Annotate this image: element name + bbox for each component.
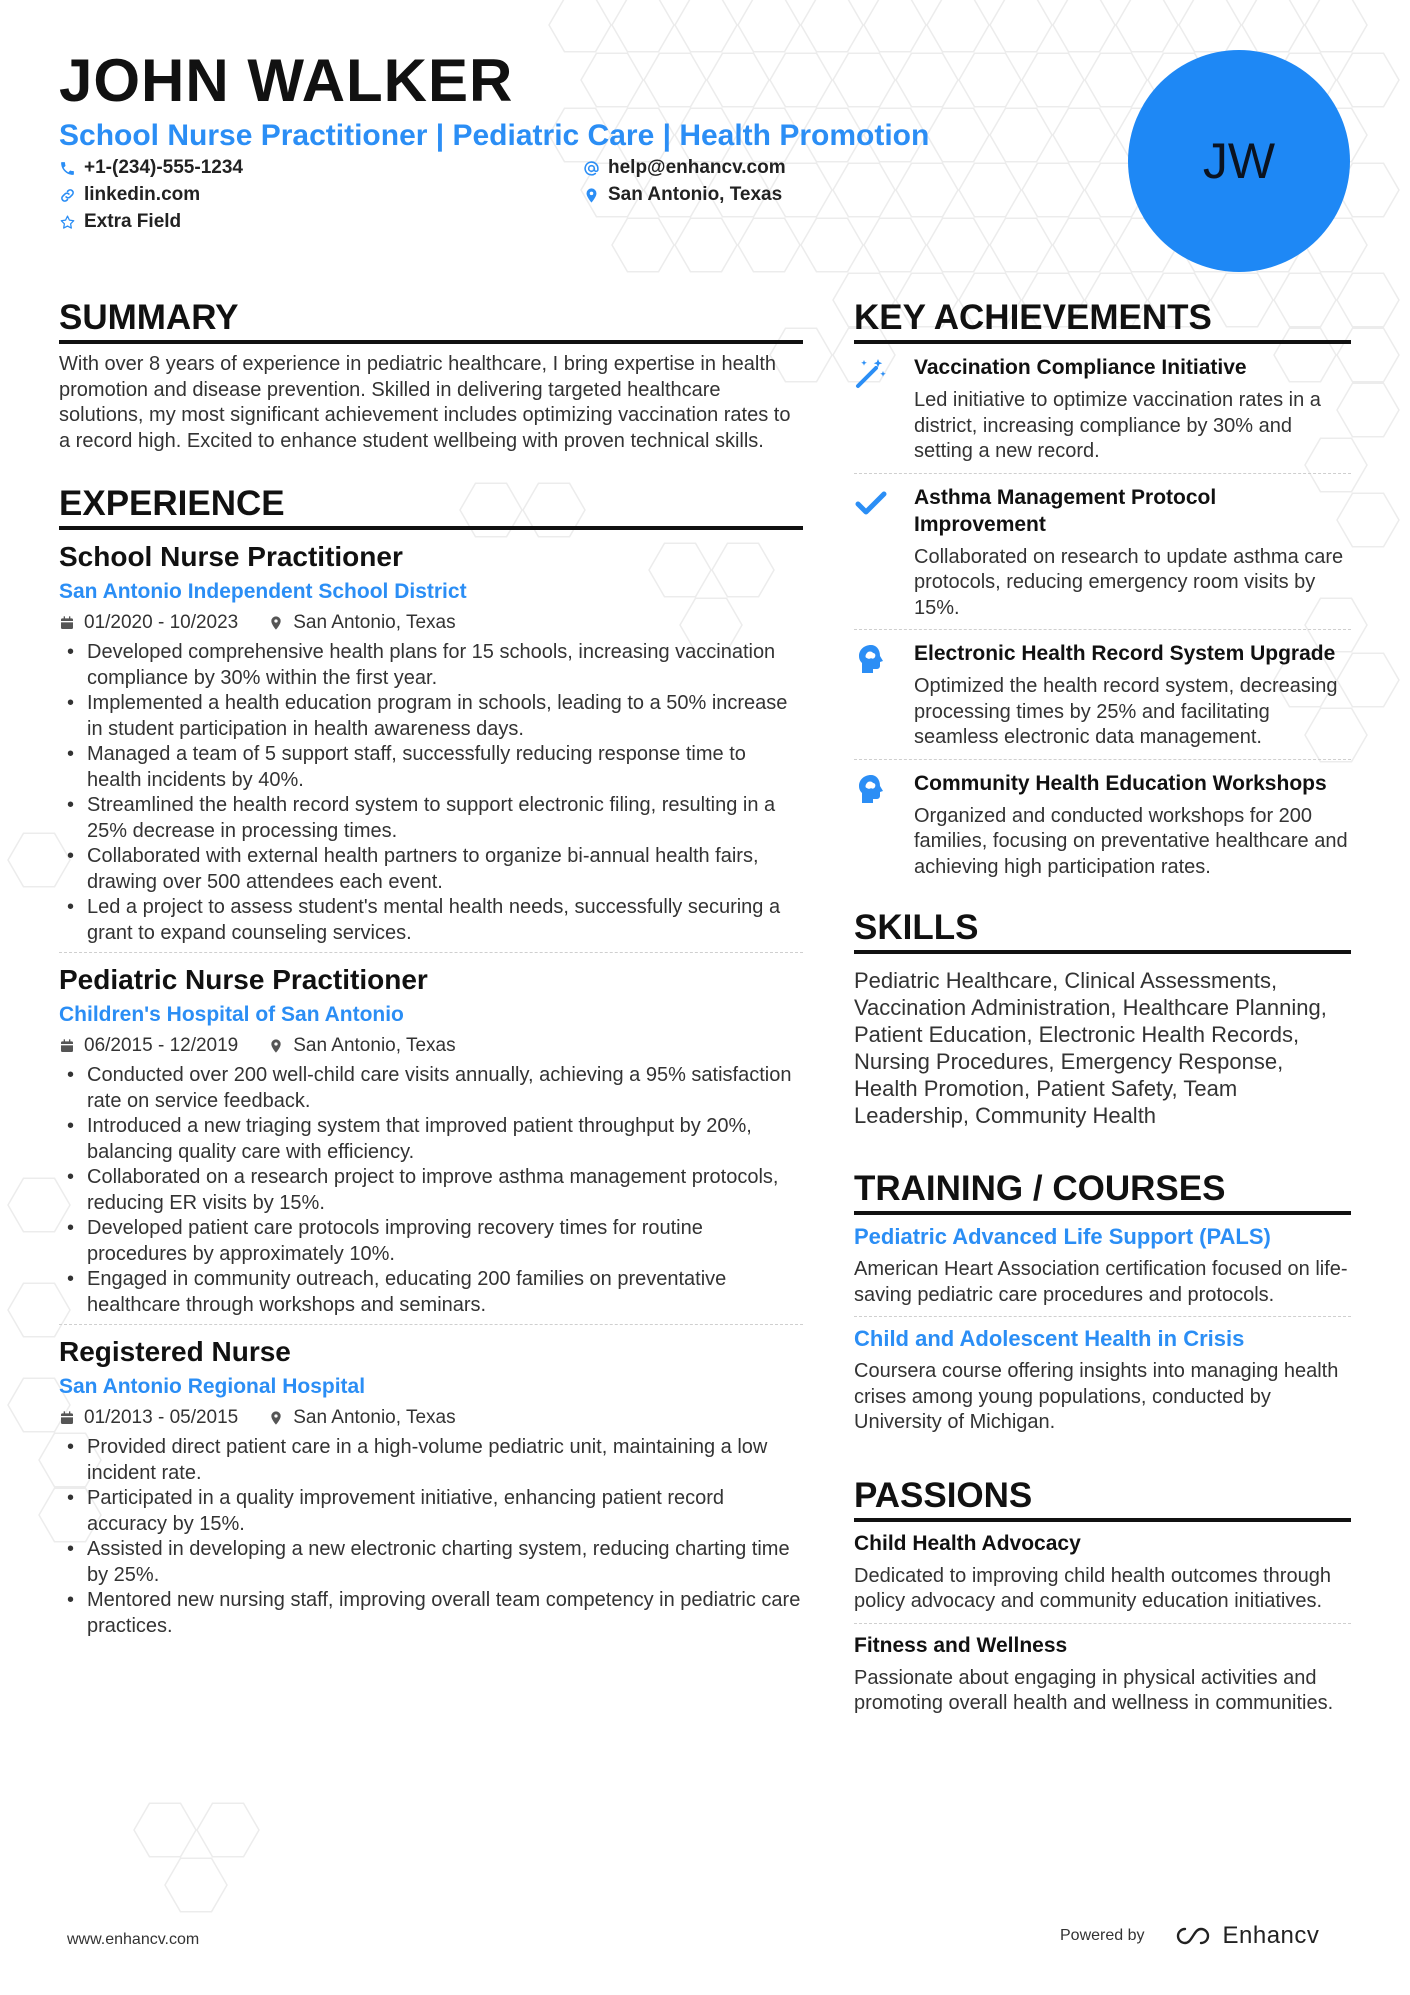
location-text: San Antonio, Texas (608, 184, 783, 205)
achievement-body (914, 640, 1351, 751)
skills-text: Pediatric Healthcare, Clinical Assessments, Vaccination Administration, Healthcare Planning, Patient Education, Electronic Health Records, Nursing Procedures, Emergency Response, Health Promotion, Patient Safety, Team Leadership, Community Health (854, 968, 1327, 1128)
achievement-icon-wrap (854, 770, 914, 881)
contact-location (583, 183, 782, 207)
experience-item (59, 1335, 803, 1639)
map-pin-icon (583, 187, 600, 204)
job-bullet: • Assisted in developing a new electronic charting system, reducing charting time by 25%. (59, 1537, 803, 1588)
job-meta (59, 1033, 803, 1059)
experience-heading: EXPERIENCE (59, 484, 803, 530)
job-dates (59, 1033, 238, 1059)
passions-list (854, 1522, 1351, 1717)
summary-heading: SUMMARY (59, 298, 803, 344)
job-title: Registered Nurse (59, 1336, 291, 1367)
job-bullets (59, 1063, 803, 1318)
linkedin-text: linkedin.com (84, 184, 201, 205)
achievement-item (854, 344, 1351, 473)
achievement-title: Asthma Management Protocol Improvement (914, 485, 1217, 536)
achievement-desc: Optimized the health record system, decreasing processing times by 25% and facilitating seamless electronic data management. (914, 675, 1338, 748)
candidate-name: JOHN WALKER (59, 47, 514, 114)
achievement-body (914, 484, 1351, 622)
passion-desc: Dedicated to improving child health outcomes through policy advocacy and community education initiatives. (854, 1564, 1331, 1612)
divider (59, 1324, 803, 1325)
contact-extra (59, 210, 181, 234)
achievements-heading: KEY ACHIEVEMENTS (854, 298, 1351, 344)
avatar-initials: JW (1202, 133, 1276, 189)
achievement-title: Vaccination Compliance Initiative (914, 356, 1247, 379)
achievement-title: Community Health Education Workshops (914, 771, 1327, 795)
training-heading: TRAINING / COURSES (854, 1169, 1351, 1215)
achievement-icon-wrap (854, 354, 914, 465)
calendar-icon (59, 615, 75, 631)
phone-icon (59, 160, 76, 177)
calendar-icon (59, 1038, 75, 1054)
powered-by-text: Powered by (1060, 1927, 1145, 1944)
achievement-icon-wrap (854, 640, 914, 751)
experience-item (59, 540, 803, 946)
job-bullet: • Led a project to assess student's mental health needs, successfully securing a grant to expand counseling services. (59, 895, 803, 946)
map-pin-icon (268, 1038, 284, 1054)
job-title: Pediatric Nurse Practitioner (59, 964, 428, 995)
course-desc: American Heart Association certification focused on life-saving pediatric care procedures and protocols. (854, 1258, 1348, 1306)
brand-name: Enhancv (1222, 1922, 1320, 1949)
achievement-desc: Collaborated on research to update asthma care protocols, reducing emergency room visits by 15%. (914, 545, 1344, 619)
magic-wand-icon (854, 356, 888, 390)
passion-item (854, 1623, 1351, 1717)
achievement-title: Electronic Health Record System Upgrade (914, 642, 1336, 665)
contact-linkedin[interactable] (59, 183, 200, 207)
avatar (1128, 50, 1350, 272)
job-bullet: • Engaged in community outreach, educating 200 families on preventative healthcare through workshops and seminars. (59, 1267, 803, 1318)
achievement-item (854, 473, 1351, 630)
company-name: Children's Hospital of San Antonio (59, 1003, 404, 1026)
contact-email[interactable] (583, 156, 786, 180)
job-location-text: San Antonio, Texas (293, 1035, 456, 1056)
passion-title: Fitness and Wellness (854, 1633, 1068, 1657)
achievement-desc: Organized and conducted workshops for 200 families, focusing on preventative healthcare and achieving high participation rates. (914, 804, 1348, 878)
job-bullet: • Collaborated with external health partners to organize bi-annual health fairs, drawing over 500 attendees each event. (59, 844, 803, 895)
achievement-item (854, 759, 1351, 889)
course-item (854, 1316, 1351, 1436)
link-icon (59, 187, 76, 204)
extra-field-text: Extra Field (84, 211, 182, 232)
checkmark-icon (854, 486, 888, 520)
right-column (854, 298, 1351, 1717)
experience-list (59, 540, 803, 1639)
job-meta (59, 1405, 803, 1431)
job-meta (59, 610, 803, 636)
job-dates-text: 01/2020 - 10/2023 (84, 612, 239, 633)
job-dates-text: 06/2015 - 12/2019 (84, 1035, 239, 1056)
job-dates-text: 01/2013 - 05/2015 (84, 1407, 239, 1428)
achievements-list (854, 344, 1351, 888)
job-bullet: • Developed comprehensive health plans for 15 schools, increasing vaccination compliance by 30% within the first year. (59, 640, 803, 691)
head-brain-icon (854, 772, 888, 806)
job-location-text: San Antonio, Texas (293, 1407, 456, 1428)
training-list (854, 1215, 1351, 1436)
job-location (268, 1405, 455, 1431)
map-pin-icon (268, 615, 284, 631)
course-title[interactable]: Child and Adolescent Health in Crisis (854, 1326, 1245, 1351)
course-title[interactable]: Pediatric Advanced Life Support (PALS) (854, 1224, 1271, 1249)
job-bullets (59, 1435, 803, 1639)
at-sign-icon (583, 160, 600, 177)
phone-text: +1-(234)-555-1234 (84, 157, 243, 178)
job-dates (59, 610, 238, 636)
job-location (268, 610, 455, 636)
course-desc: Coursera course offering insights into managing health crises among young populations, conducted by University of Michigan. (854, 1360, 1339, 1433)
job-dates (59, 1405, 238, 1431)
company-name: San Antonio Regional Hospital (59, 1375, 366, 1398)
achievement-desc: Led initiative to optimize vaccination rates in a district, increasing compliance by 30% and setting a new record. (914, 389, 1321, 462)
contact-phone[interactable] (59, 156, 243, 180)
job-bullet: • Streamlined the health record system to support electronic filing, resulting in a 25% decrease in processing times. (59, 793, 803, 844)
head-brain-icon (854, 642, 888, 676)
achievement-item (854, 629, 1351, 759)
job-bullet: • Developed patient care protocols improving recovery times for routine procedures by approximately 10%. (59, 1216, 803, 1267)
footer-website[interactable]: www.enhancv.com (67, 1931, 200, 1948)
job-location-text: San Antonio, Texas (293, 612, 456, 633)
company-name: San Antonio Independent School District (59, 580, 467, 603)
job-bullet: • Implemented a health education program in schools, leading to a 50% increase in student participation in health awareness days. (59, 691, 803, 742)
job-bullet: • Provided direct patient care in a high-volume pediatric unit, maintaining a low incident rate. (59, 1435, 803, 1486)
passion-item (854, 1522, 1351, 1623)
job-title: School Nurse Practitioner (59, 541, 403, 572)
email-text: help@enhancv.com (608, 157, 786, 178)
passion-title: Child Health Advocacy (854, 1531, 1081, 1555)
footer-powered-by[interactable] (1060, 1922, 1319, 1950)
job-bullet: • Collaborated on a research project to improve asthma management protocols, reducing ER visits by 15%. (59, 1165, 803, 1216)
achievement-body (914, 770, 1351, 881)
job-location (268, 1033, 455, 1059)
enhancv-logo-icon (1171, 1924, 1215, 1948)
job-bullet: • Participated in a quality improvement initiative, enhancing patient record accuracy by 15%. (59, 1486, 803, 1537)
summary-text: With over 8 years of experience in pediatric healthcare, I bring expertise in health promotion and disease prevention. Skilled in delivering targeted healthcare solutions, my most significant achievement includes optimizing vaccination rates to a record high. Excited to enhance student wellbeing with proven technical skills. (59, 353, 791, 452)
experience-item (59, 963, 803, 1318)
job-bullet: • Managed a team of 5 support staff, successfully reducing response time to health incidents by 40%. (59, 742, 803, 793)
map-pin-icon (268, 1410, 284, 1426)
calendar-icon (59, 1410, 75, 1426)
skills-heading: SKILLS (854, 908, 1351, 954)
headline: School Nurse Practitioner | Pediatric Care | Health Promotion (59, 119, 930, 152)
job-bullet: • Mentored new nursing staff, improving overall team competency in pediatric care practices. (59, 1588, 803, 1639)
job-bullets (59, 640, 803, 946)
achievement-body (914, 354, 1351, 465)
course-item (854, 1215, 1351, 1316)
achievement-icon-wrap (854, 484, 914, 622)
star-icon (59, 214, 76, 231)
left-column (59, 298, 803, 1639)
job-bullet: • Introduced a new triaging system that improved patient throughput by 20%, balancing quality care with efficiency. (59, 1114, 803, 1165)
passions-heading: PASSIONS (854, 1476, 1351, 1522)
passion-desc: Passionate about engaging in physical activities and promoting overall health and wellness in communities. (854, 1666, 1334, 1714)
divider (59, 952, 803, 953)
job-bullet: • Conducted over 200 well-child care visits annually, achieving a 95% satisfaction rate on service feedback. (59, 1063, 803, 1114)
